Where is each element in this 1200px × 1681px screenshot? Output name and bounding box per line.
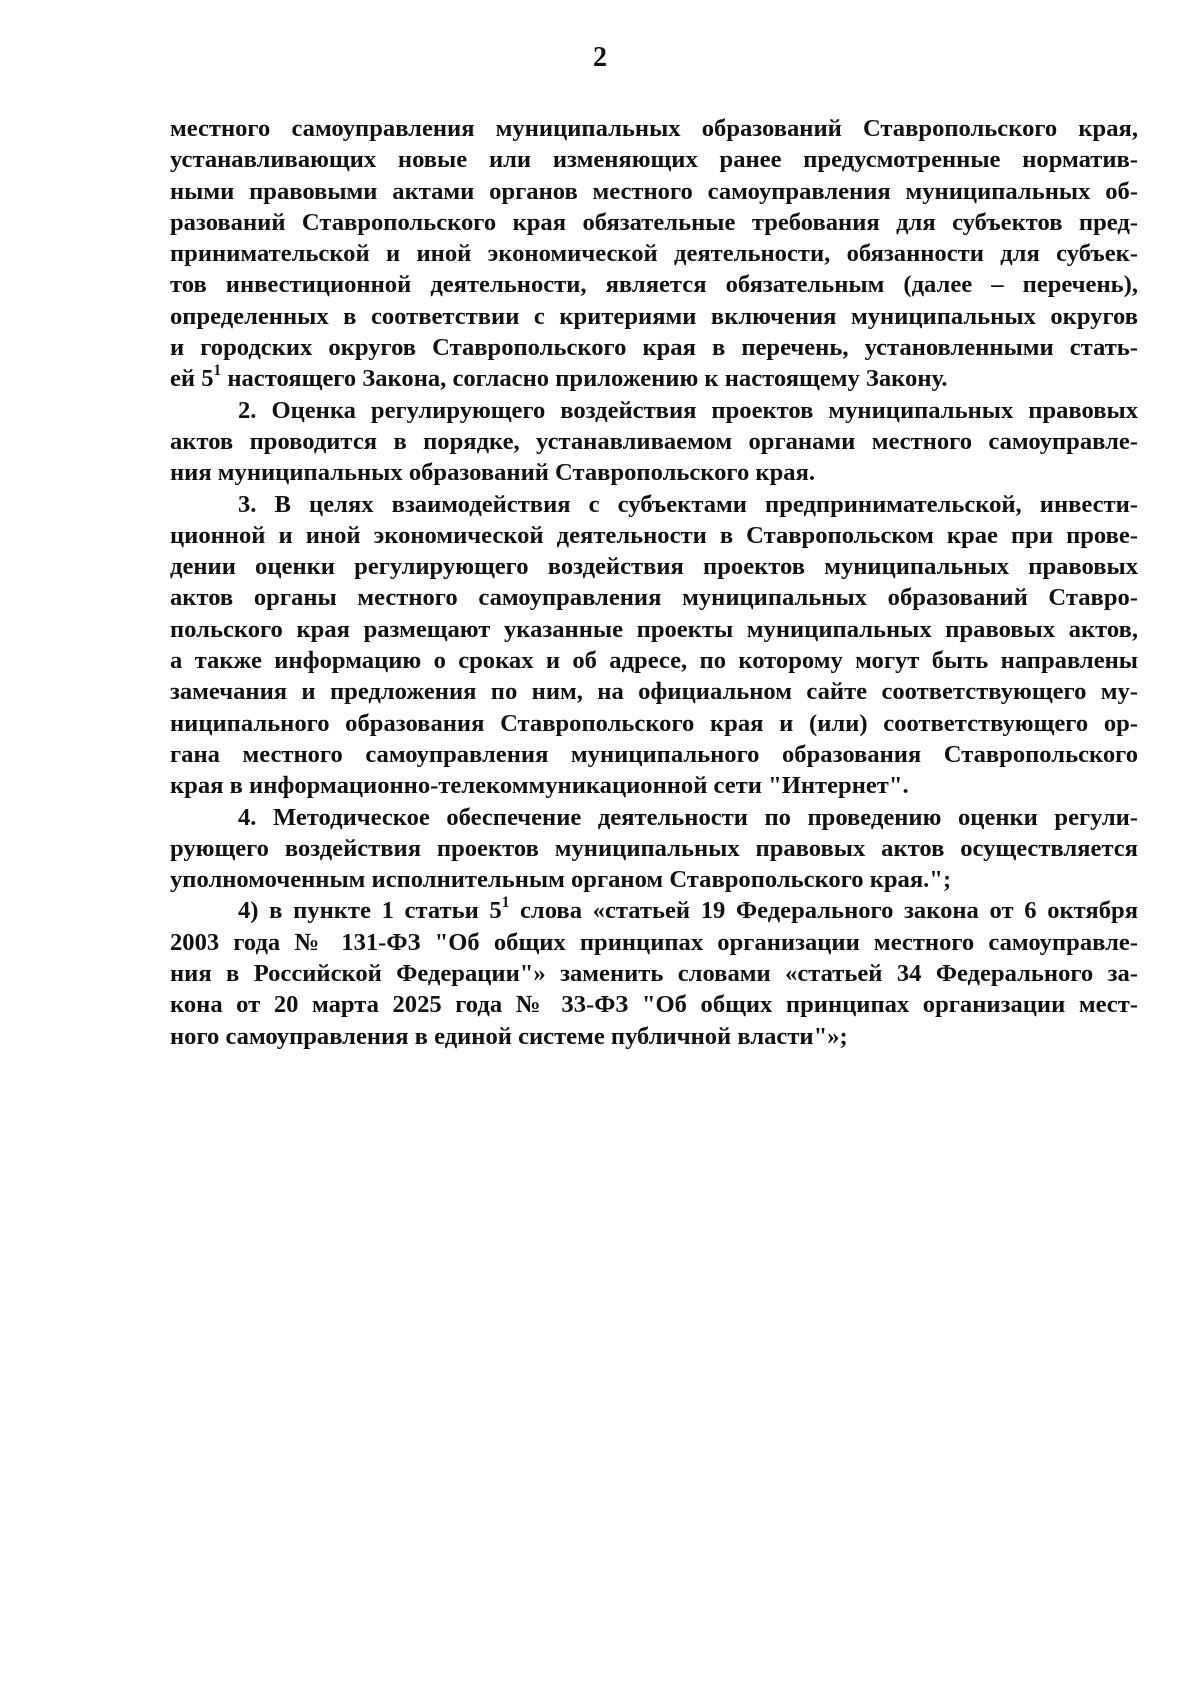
text-line: дении оценки регулирующего воздействия проектов муниципальных правовых (170, 553, 1138, 581)
text-line: принимательской и иной экономической деятельности, обязанности для субъек- (170, 240, 1138, 268)
text-line: 2. Оценка регулирующего воздействия проектов муниципальных правовых (238, 396, 1138, 424)
text-line: кона от 20 марта 2025 года № 33-ФЗ "Об общих принципах организации мест- (170, 991, 1138, 1019)
text-line: 4. Методическое обеспечение деятельности по проведению оценки регули- (238, 803, 1138, 831)
text-line: гана местного самоуправления муниципального образования Ставропольского (170, 740, 1138, 768)
text-line: ного самоуправления в единой системе публичной власти"»; (170, 1022, 848, 1050)
text-line: ционной и иной экономической деятельности в Ставропольском крае при прове- (170, 521, 1138, 549)
text-line: а также информацию о сроках и об адресе, по которому могут быть направлены (170, 647, 1138, 675)
text-line: уполномоченным исполнительным органом Ставропольского края."; (170, 866, 952, 894)
superscript: 1 (501, 893, 510, 911)
text-line: устанавливающих новые или изменяющих ранее предусмотренные норматив- (170, 146, 1138, 174)
text-line: разований Ставропольского края обязательные требования для субъектов пред- (170, 208, 1138, 236)
text-fragment: слова «статьей 19 Федерального закона от 6 октября (509, 897, 1138, 925)
text-line: 3. В целях взаимодействия с субъектами предпринимательской, инвести- (238, 490, 1138, 518)
text-line: тов инвестиционной деятельности, является обязательным (далее – перечень), (170, 271, 1138, 299)
paragraph-item-2 (170, 395, 1138, 489)
text-line: ниципального образования Ставропольского края и (или) соответствующего ор- (170, 709, 1138, 737)
text-line: актов органы местного самоуправления муниципальных образований Ставро- (170, 584, 1138, 612)
text-line: ния в Российской Федерации"» заменить словами «статьей 34 Федерального за- (170, 960, 1138, 988)
text-line: края в информационно-телекоммуникационной сети "Интернет". (170, 772, 909, 800)
paragraph-item-3 (170, 489, 1138, 802)
text-line: 2003 года № 131-ФЗ "Об общих принципах организации местного самоуправле- (170, 928, 1138, 956)
page-number: 2 (593, 42, 607, 73)
paragraph-item-4 (170, 802, 1138, 896)
text-line: определенных в соответствии с критериями включения муниципальных округов (170, 302, 1138, 330)
text-line: ния муниципальных образований Ставропольского края. (170, 459, 816, 487)
text-line: местного самоуправления муниципальных образований Ставропольского края, (170, 115, 1138, 142)
text-line: замечания и предложения по ним, на официальном сайте соответствующего му- (170, 678, 1138, 706)
text-fragment: 4) в пункте 1 статьи 5 (238, 897, 502, 925)
document-body (170, 113, 1138, 1052)
text-line: польского края размещают указанные проекты муниципальных правовых актов, (170, 615, 1138, 643)
paragraph-continuation (170, 113, 1138, 395)
text-fragment: ей 5 (170, 365, 214, 393)
superscript: 1 (213, 361, 222, 379)
text-line (170, 895, 1138, 926)
text-line: и городских округов Ставропольского края в перечень, установленными стать- (170, 334, 1138, 362)
text-line: ными правовыми актами органов местного самоуправления муниципальных об- (170, 177, 1138, 205)
paragraph-subitem-4 (170, 895, 1138, 1051)
text-line: актов проводится в порядке, устанавливаемом органами местного самоуправле- (170, 427, 1138, 455)
text-fragment: настоящего Закона, согласно приложению к настоящему Закону. (221, 365, 948, 393)
text-line: рующего воздействия проектов муниципальных правовых актов осуществляется (170, 834, 1138, 862)
text-line (170, 363, 1138, 394)
